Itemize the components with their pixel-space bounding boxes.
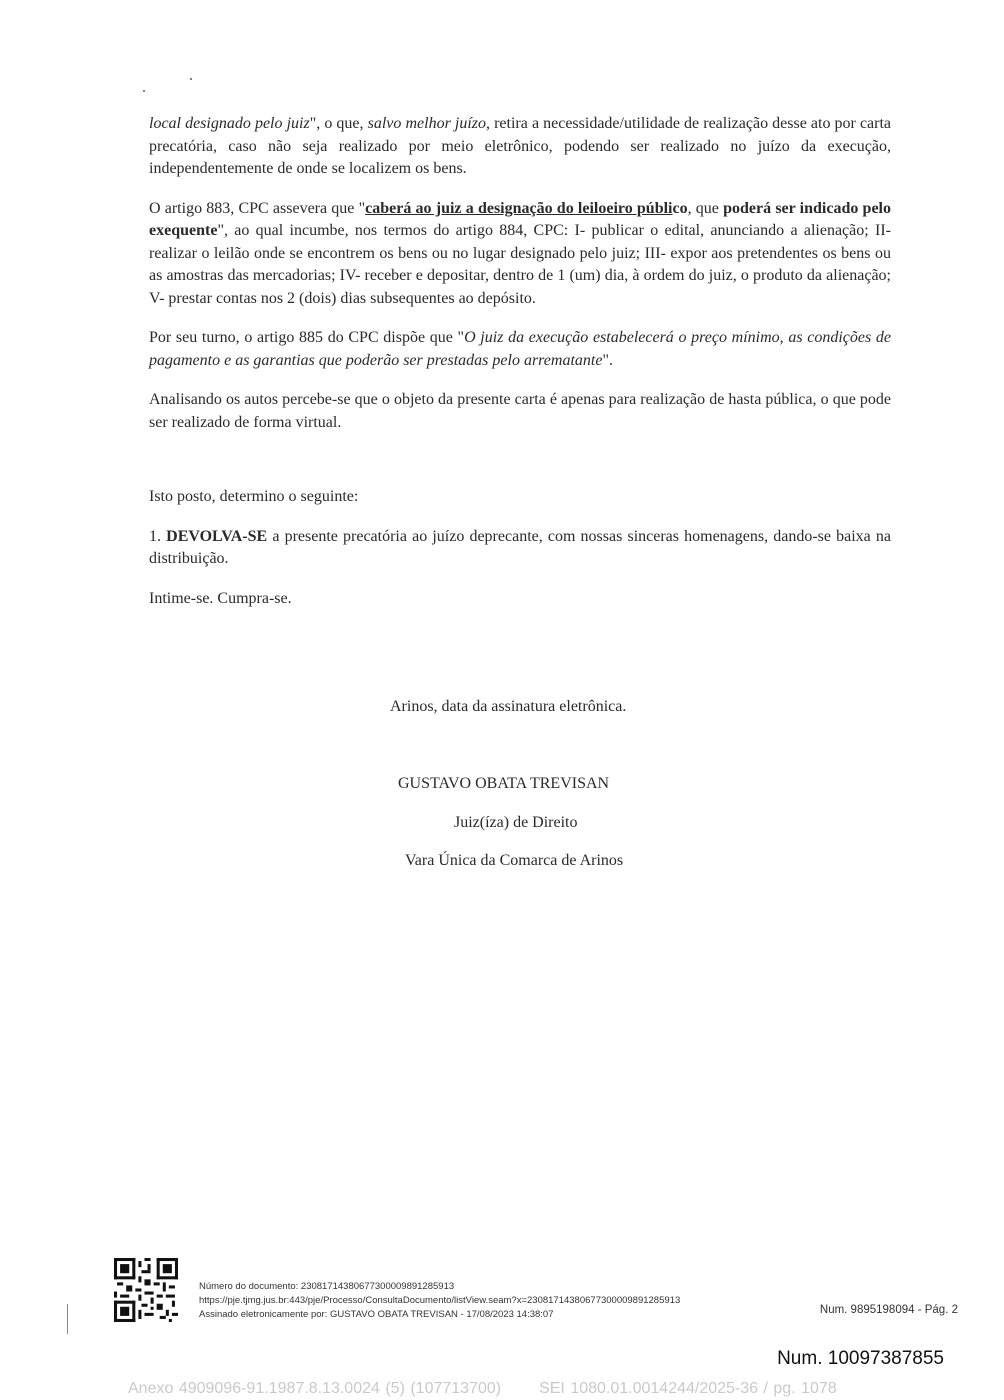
paragraph-6 — [149, 526, 891, 571]
p6-text: a presente precatória ao juízo deprecante, com nossas sinceras homenagens, dando-se baixa na distribuição. — [149, 527, 892, 567]
paragraph-5: Isto posto, determino o seguinte: — [149, 488, 359, 505]
p3-text-b: ". — [602, 351, 613, 369]
paragraph-4: Analisando os autos percebe-se que o objeto da presente carta é apenas para realização de hasta pública, o que pode ser realizado de forma virtual. — [149, 391, 891, 431]
p2-text-a: O artigo 883, CPC assevera que " — [149, 199, 366, 217]
paragraph-3 — [149, 327, 891, 372]
p3-italic-quote: O juiz da execução estabelecerá o preço mínimo, as condições de pagamento e as garantias que poderão ser prestadas pelo arrematante — [149, 329, 892, 369]
p2-bold-underlined: caberá ao juiz a designação do leiloeiro públi — [365, 199, 673, 217]
judge-name: GUSTAVO OBATA TREVISAN — [398, 775, 610, 792]
court-name: Vara Única da Comarca de Arinos — [405, 852, 624, 869]
document-footer — [0, 1250, 1004, 1400]
paragraph-1 — [149, 113, 891, 181]
p3-text-a: Por seu turno, o artigo 885 do CPC dispõe que " — [149, 329, 465, 346]
scan-speck — [190, 78, 192, 80]
p1-italic-mid: salvo melhor juízo — [367, 115, 487, 132]
document-url[interactable]: https://pje.tjmg.jus.br:443/pje/Processo/ConsultaDocumento/listView.seam?x=23081714380677300009891285913 — [199, 1295, 681, 1306]
page-number: Num. 9895198094 - Pág. 2 — [819, 1304, 958, 1316]
paragraph-7: Intime-se. Cumpra-se. — [149, 589, 292, 607]
scan-speck — [143, 90, 145, 92]
p2-text-c: ", ao qual incumbe, nos termos do artigo 884, CPC: I- publicar o edital, anunciando a alienação; II- realizar o leilão onde se encontrem os bens ou no lugar designado pelo juiz; III- expor aos pretendentes os bens ou as amostras das mercadorias; IV- receber e depositar, dentro de 1 (um) dia, à ordem do juiz, o produto da alienação; V- prestar contas nos 2 (dois) dias subsequentes ao depósito. — [149, 222, 891, 307]
place-date: Arinos, data da assinatura eletrônica. — [390, 698, 627, 715]
signature-metadata — [199, 1280, 680, 1322]
watermark — [128, 1380, 837, 1398]
document-stamp-number: Num. 10097387855 — [777, 1348, 944, 1369]
signed-by: Assinado eletronicamente por: GUSTAVO OBATA TREVISAN - 17/08/2023 14:38:07 — [199, 1309, 554, 1320]
p1-text-b: , retira a necessidade/utilidade de realização desse ato por carta precatória, caso não seja realizado por meio eletrônico, podendo ser realizado no juízo da execução, independentemente de onde se localizem os bens. — [149, 115, 892, 177]
document-body — [149, 113, 891, 627]
paragraph-2 — [149, 198, 891, 311]
p2-bold-plain: co — [672, 199, 688, 217]
edge-mark — [67, 1304, 68, 1334]
p1-text-a: ", o que, — [309, 115, 368, 132]
p6-bold: DEVOLVA-SE — [166, 527, 268, 545]
p6-prefix: 1. — [149, 527, 167, 545]
p2-bold-b: poderá ser indicado pelo exequente — [149, 199, 892, 239]
qr-code-icon — [114, 1258, 178, 1322]
document-number: Número do documento: 23081714380677300009891285913 — [199, 1281, 455, 1292]
p1-italic-start: local designado pelo juiz — [149, 115, 310, 132]
p2-text-b: , que — [687, 199, 724, 217]
judge-role: Juiz(íza) de Direito — [454, 814, 578, 831]
watermark-right: SEI 1080.01.0014244/2025-36 / pg. 1078 — [539, 1380, 837, 1397]
watermark-left: Anexo 4909096-91.1987.8.13.0024 (5) (107713700) — [128, 1380, 502, 1397]
